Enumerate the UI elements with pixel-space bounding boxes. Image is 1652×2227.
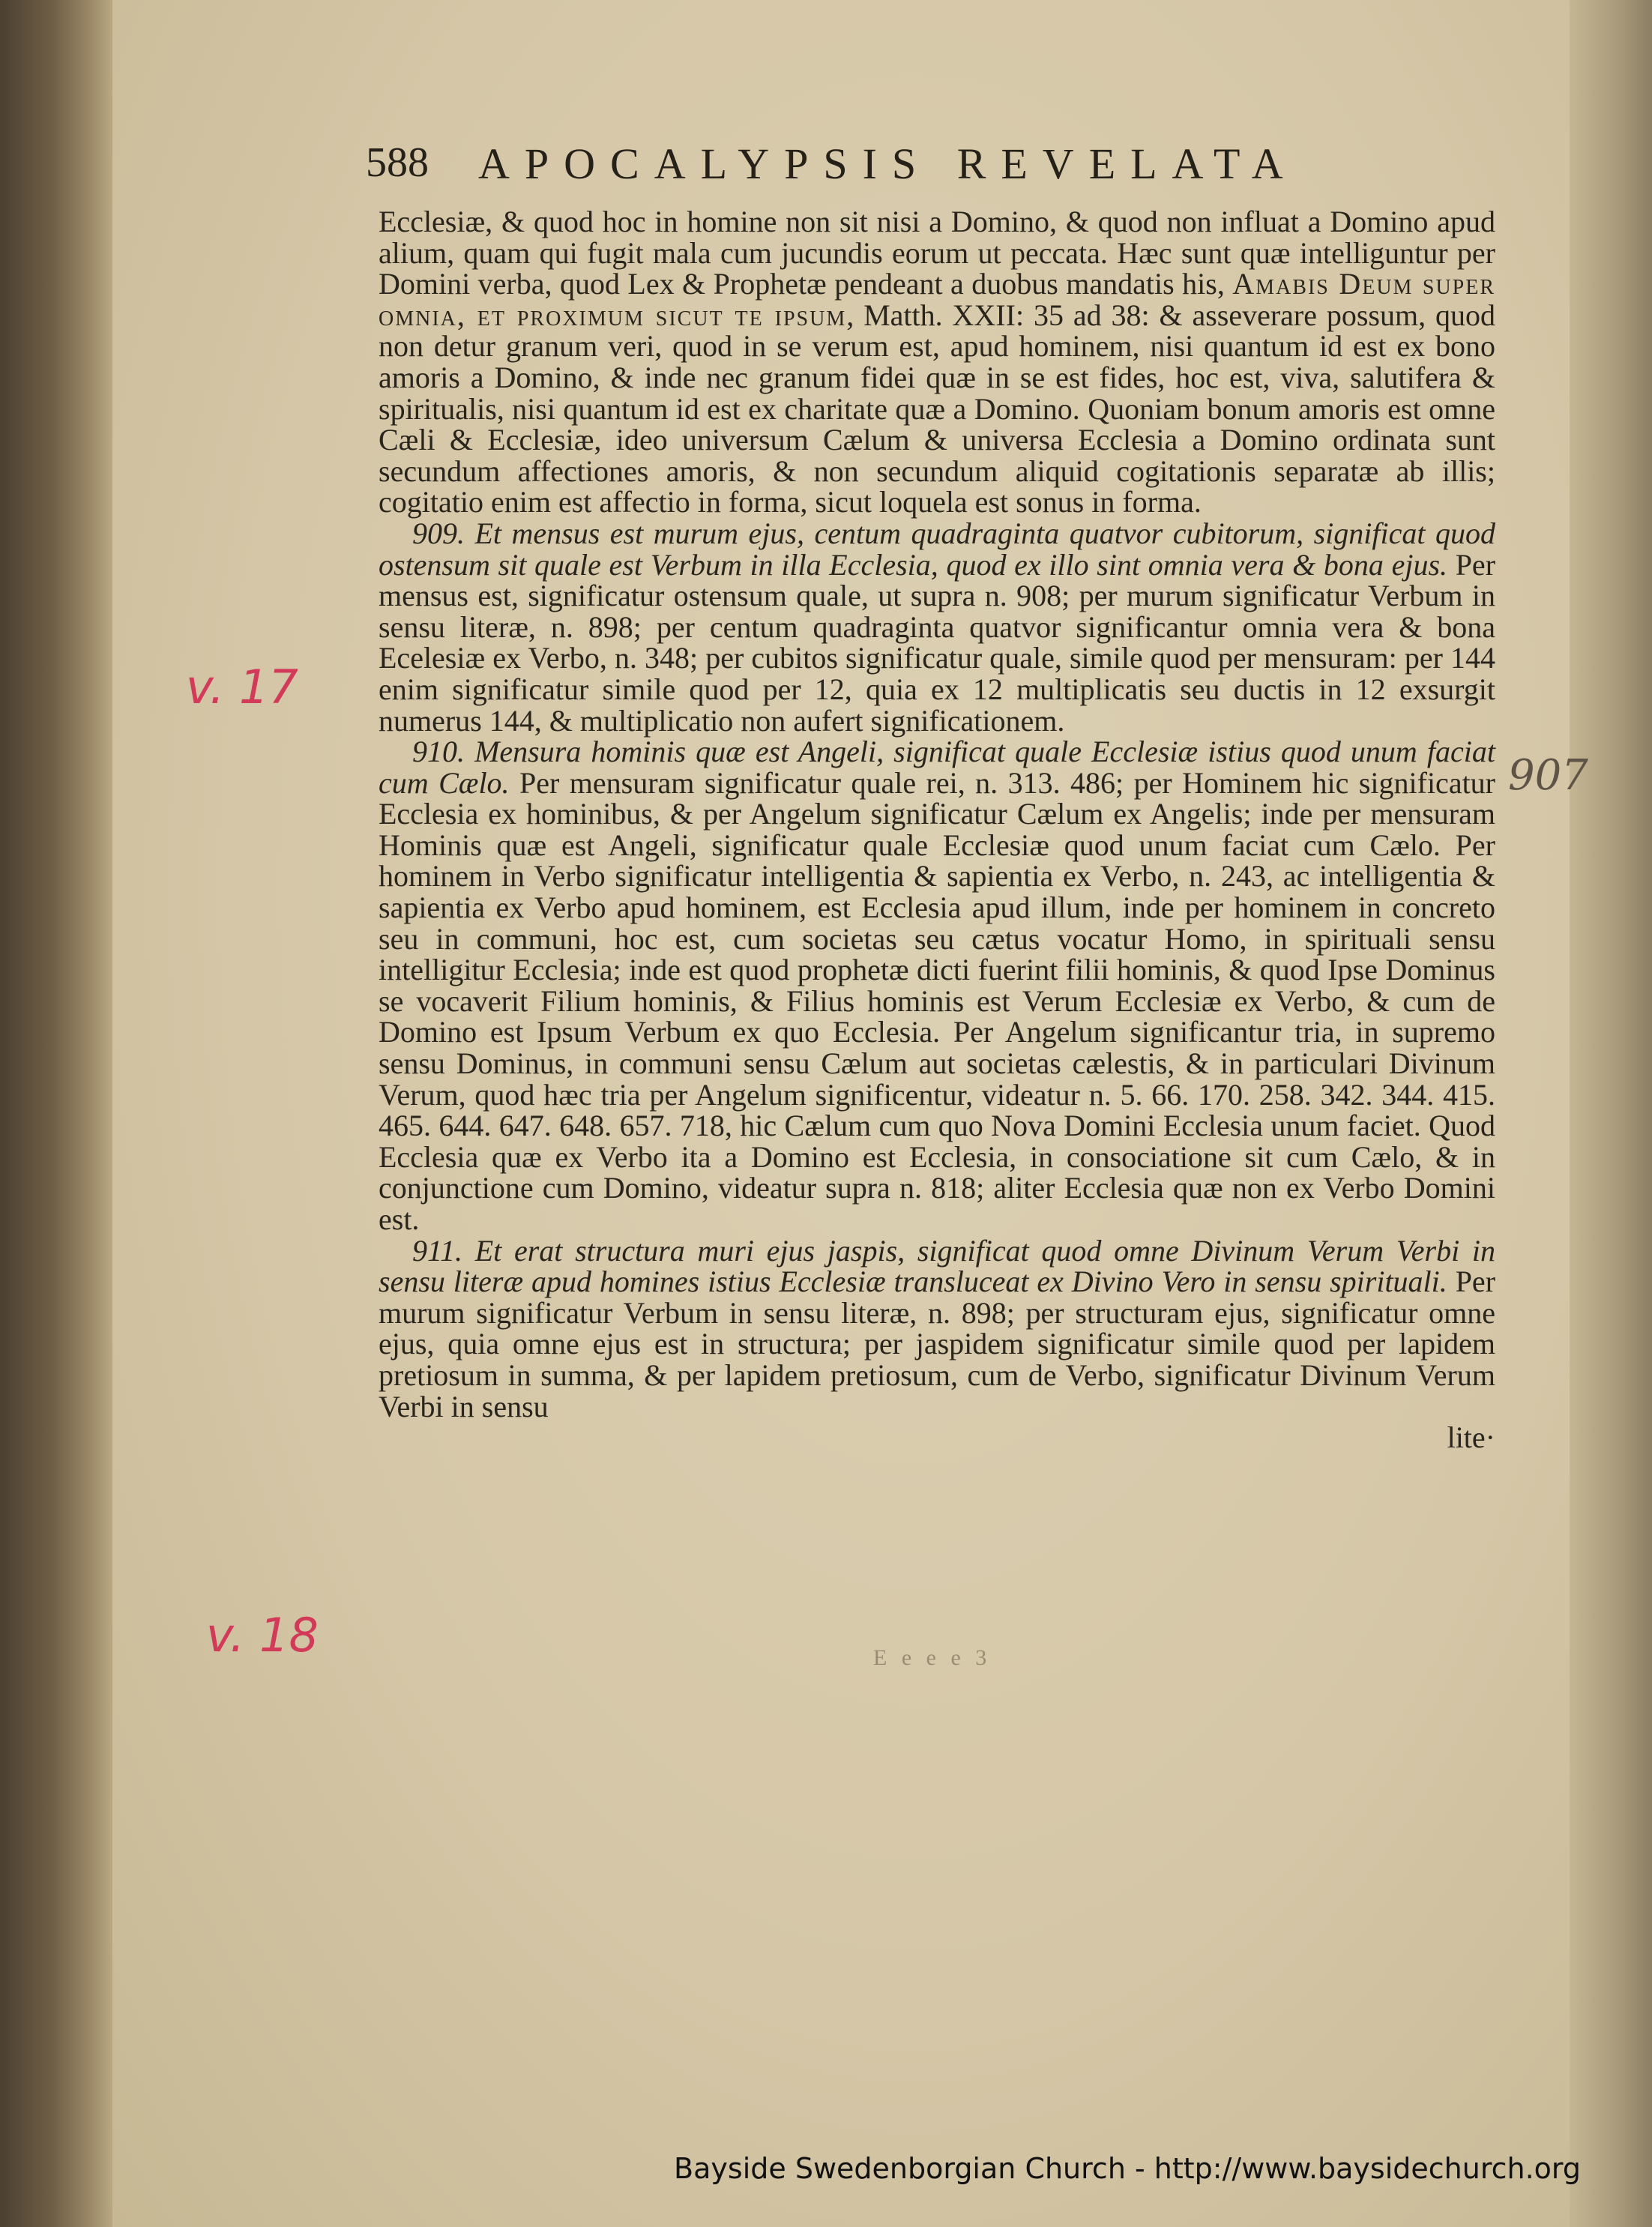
pencil-note-907: 907 bbox=[1508, 751, 1588, 800]
page-header bbox=[366, 139, 1453, 206]
running-title: APOCALYPSIS REVELATA bbox=[478, 139, 1298, 188]
commandment-smallcaps: Amabis Deum super omnia, et proximum sicut te ipsum bbox=[379, 267, 1496, 332]
lemma-911: Et erat structura muri ejus jaspis, significat quod omne Divinum Verum Verbi in sensu literæ apud homines istius Ecclesiæ transluceat ex Divino Vero in sensu spirituali. bbox=[379, 1233, 1495, 1299]
book-gutter bbox=[0, 0, 112, 2227]
lemma-910: Mensura hominis quæ est Angeli, significat quale Ecclesiæ istius quod unum faciat cum Cælo. bbox=[379, 735, 1495, 800]
margin-note-v17: v. 17 bbox=[186, 660, 298, 714]
catchword: lite· bbox=[1447, 1420, 1495, 1455]
intro-line-2: a Domino apud alium, quam qui fugit mala cum jucundis eorum ut peccata. bbox=[379, 205, 1496, 270]
paragraph-910 bbox=[379, 736, 1495, 1235]
intro-line-1: Ecclesiæ, & quod hoc in homine non sit nisi a Domino, & quod non influat bbox=[379, 205, 1299, 238]
intro-continuation: , Matth. XXII: 35 ad 38: & asseverare possum, quod non detur granum veri, quod in se verum est, apud hominem, nisi quantum id est ex bono amoris a Domino, & inde nec granum fidei quæ in se est fides, hoc est, viva, salutifera & spiritualis, nisi quantum id est ex charitate quæ a Domino. Quoniam bonum amoris est omne Cæli & Ecclesiæ, ideo universum Cælum & universa Ecclesia a Domino ordinata sunt secundum affectiones amoris, & non secundum aliquid cogitationis separatæ ab illis; cogitatio enim est affectio in forma, sicut loquela est sonus in forma. bbox=[379, 298, 1495, 519]
page-number: 588 bbox=[366, 139, 429, 186]
intro-line-4: a duobus mandatis his, bbox=[950, 267, 1225, 301]
text-909: Per mensus est, significatur ostensum quale, ut supra n. 908; per murum significatur Verbum in sensu literæ, n. 898; per centum quadraginta quatvor significantur omnia vera & bona Ecelesiæ ex Verbo, n. 348; per cubitos significatur quale, simile quod per mensuram: per 144 enim significatur simile quod per 12, quia ex 12 multiplicatis seu ductis in 12 exsurgit numerus 144, & multiplicatio non aufert significationem. bbox=[379, 547, 1496, 738]
credit-caption: Bayside Swedenborgian Church - http://www.baysidechurch.org bbox=[674, 2152, 1581, 2185]
margin-note-v18: v. 18 bbox=[206, 1608, 319, 1663]
intro-paragraph bbox=[379, 206, 1495, 518]
paragraph-number-911: 911. bbox=[412, 1233, 463, 1268]
text-910: Per mensuram significatur quale rei, n. 313. 486; per Hominem hic significatur Ecclesia ex hominibus, & per Angelum significatur Cælum ex Angelis; inde per mensuram Hominis quæ est Angeli, significatur quale Ecclesiæ quod unum faciat cum Cælo. Per hominem in Verbo significatur intelligentia & sapientia ex Verbo, n. 243, ac intelligentia & sapientia ex Verbo apud hominem, est Ecclesia apud illum, inde per hominem in concreto seu in communi, hoc est, cum societas seu cætus vocatur Homo, in spirituali sensu intelligitur Ecclesia; inde est quod prophetæ dicti fuerint filii hominis, & quod Ipse Dominus se vocaverit Filium hominis, & Filius hominis est Verum Ecclesiæ ex Verbo, & cum de Domino est Ipsum Verbum ex quo Ecclesia. Per Angelum significantur tria, in supremo sensu Dominus, in communi sensu Cælum aut societas cælestis, & in particulari Divinum Verum, quod hæc tria per Angelum significentur, videatur n. 5. 66. 170. 258. 342. 344. 415. 465. 644. 647. 648. 657. 718, hic Cælum cum quo Nova Domini Ecclesia unum faciet. Quod Ecclesia quæ ex Verbo ita a Domino est Ecclesia, in consociatione sit cum Cælo, & in conjunctione cum Domino, videatur supra n. 818; aliter Ecclesia quæ non ex Verbo Domini est. bbox=[379, 765, 1496, 1236]
text-911: Per murum significatur Verbum in sensu literæ, n. 898; per structuram ejus, significatur omne ejus, quia omne ejus est in structura; per jaspidem significatur simile quod per lapidem pretiosum in summa, & per lapidem pretiosum, cum de Verbo, significatur Divinum Verum Verbi in sensu bbox=[379, 1265, 1496, 1423]
paragraph-911 bbox=[379, 1235, 1495, 1423]
body-text bbox=[379, 206, 1495, 1453]
signature-mark: E e e e 3 bbox=[873, 1645, 992, 1670]
lemma-909: Et mensus est murum ejus, centum quadraginta quatvor cubitorum, significat quod ostensum sit quale est Verbum in illa Ecclesia, quod ex illo sint omnia vera & bona ejus. bbox=[379, 516, 1495, 582]
facing-page-edge bbox=[1570, 0, 1652, 2227]
paragraph-number-909: 909. bbox=[412, 516, 465, 550]
paragraph-909 bbox=[379, 518, 1495, 736]
paragraph-number-910: 910. bbox=[412, 735, 465, 769]
intro-line-3: Hæc sunt quæ intelliguntur per Domini verba, quod Lex & Prophetæ pendeant bbox=[379, 235, 1496, 301]
